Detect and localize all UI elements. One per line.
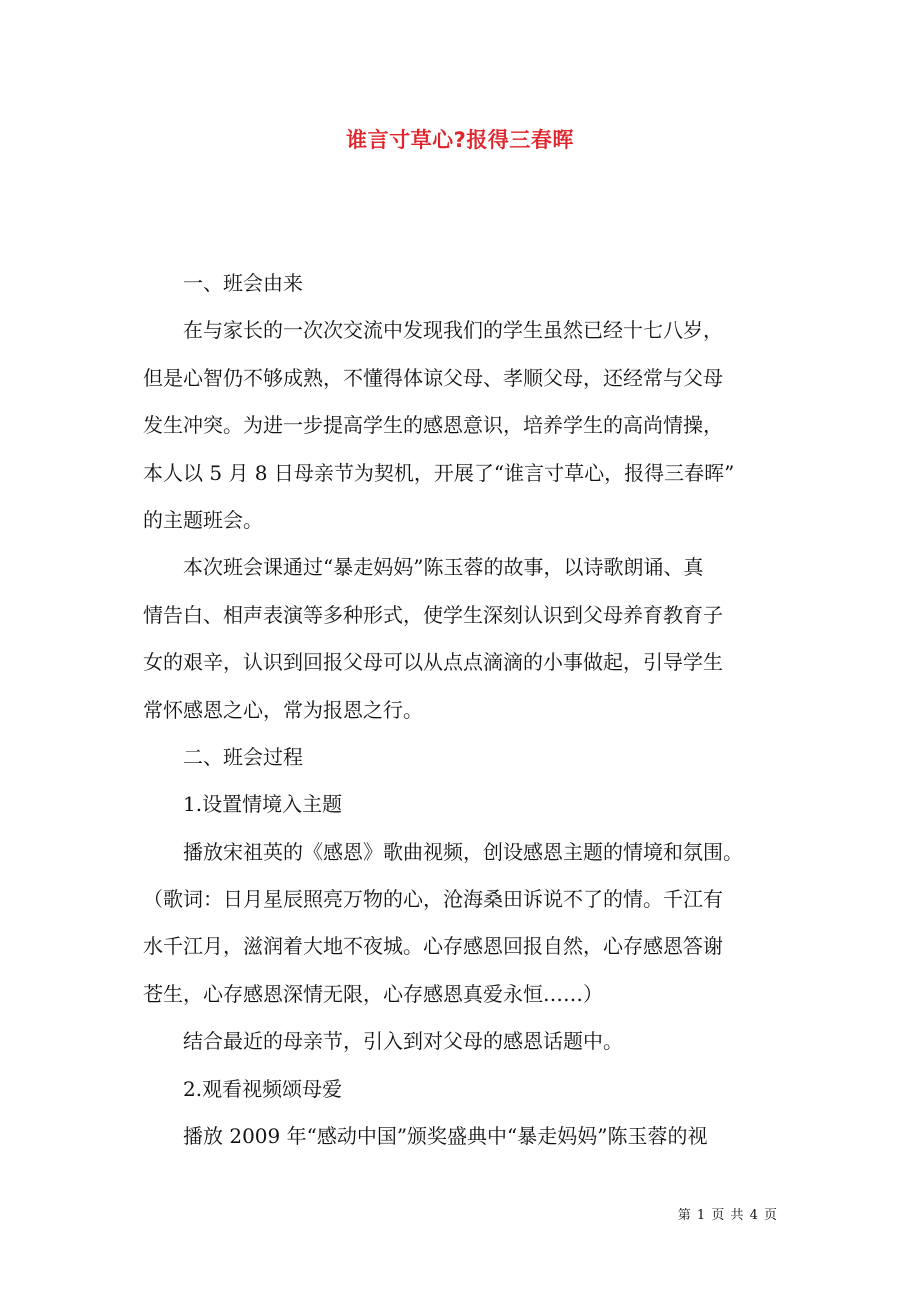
text-line: 苍生，心存感恩深情无限，心存感恩真爱永恒……） (143, 981, 603, 1006)
text-line: 情告白、相声表演等多种形式，使学生深刻认识到父母养育教育子 (143, 602, 723, 627)
text-line: 但是心智仍不够成熟，不懂得体谅父母、孝顺父母，还经常与父母 (143, 365, 723, 390)
document-title: 谁言寸草心?报得三春晖 (346, 128, 574, 152)
text-line: 常怀感恩之心，常为报恩之行。 (143, 697, 423, 722)
document-body (143, 266, 783, 1166)
text-line: 2.观看视频颂母爱 (183, 1076, 343, 1101)
text-line: 本次班会课通过“暴走妈妈”陈玉蓉的故事，以诗歌朗诵、真 (183, 555, 704, 580)
page-footer: 第 1 页 共 4 页 (677, 1208, 778, 1223)
text-line: 在与家长的一次次交流中发现我们的学生虽然已经十七八岁， (183, 318, 723, 343)
text-line: 女的艰辛，认识到回报父母可以从点点滴滴的小事做起，引导学生 (143, 650, 723, 675)
text-line: 本人以 5 月 8 日母亲节为契机，开展了“谁言寸草心，报得三春晖” (143, 460, 735, 485)
text-line: 一、班会由来 (183, 271, 303, 295)
text-line: 结合最近的母亲节，引入到对父母的感恩话题中。 (183, 1029, 623, 1054)
text-line: 播放宋祖英的《感恩》歌曲视频，创设感恩主题的情境和氛围。 (183, 839, 743, 864)
text-line: 播放 2009 年“感动中国”颁奖盛典中“暴走妈妈”陈玉蓉的视 (183, 1124, 708, 1149)
text-line: （歌词：日月星辰照亮万物的心，沧海桑田诉说不了的情。千江有 (143, 887, 723, 912)
text-line: 二、班会过程 (183, 744, 303, 769)
text-line: 发生冲突。为进一步提高学生的感恩意识，培养学生的高尚情操， (143, 413, 723, 438)
text-line: 水千江月，滋润着大地不夜城。心存感恩回报自然，心存感恩答谢 (143, 934, 723, 959)
text-line: 的主题班会。 (143, 507, 263, 532)
text-line: 1.设置情境入主题 (183, 792, 343, 817)
